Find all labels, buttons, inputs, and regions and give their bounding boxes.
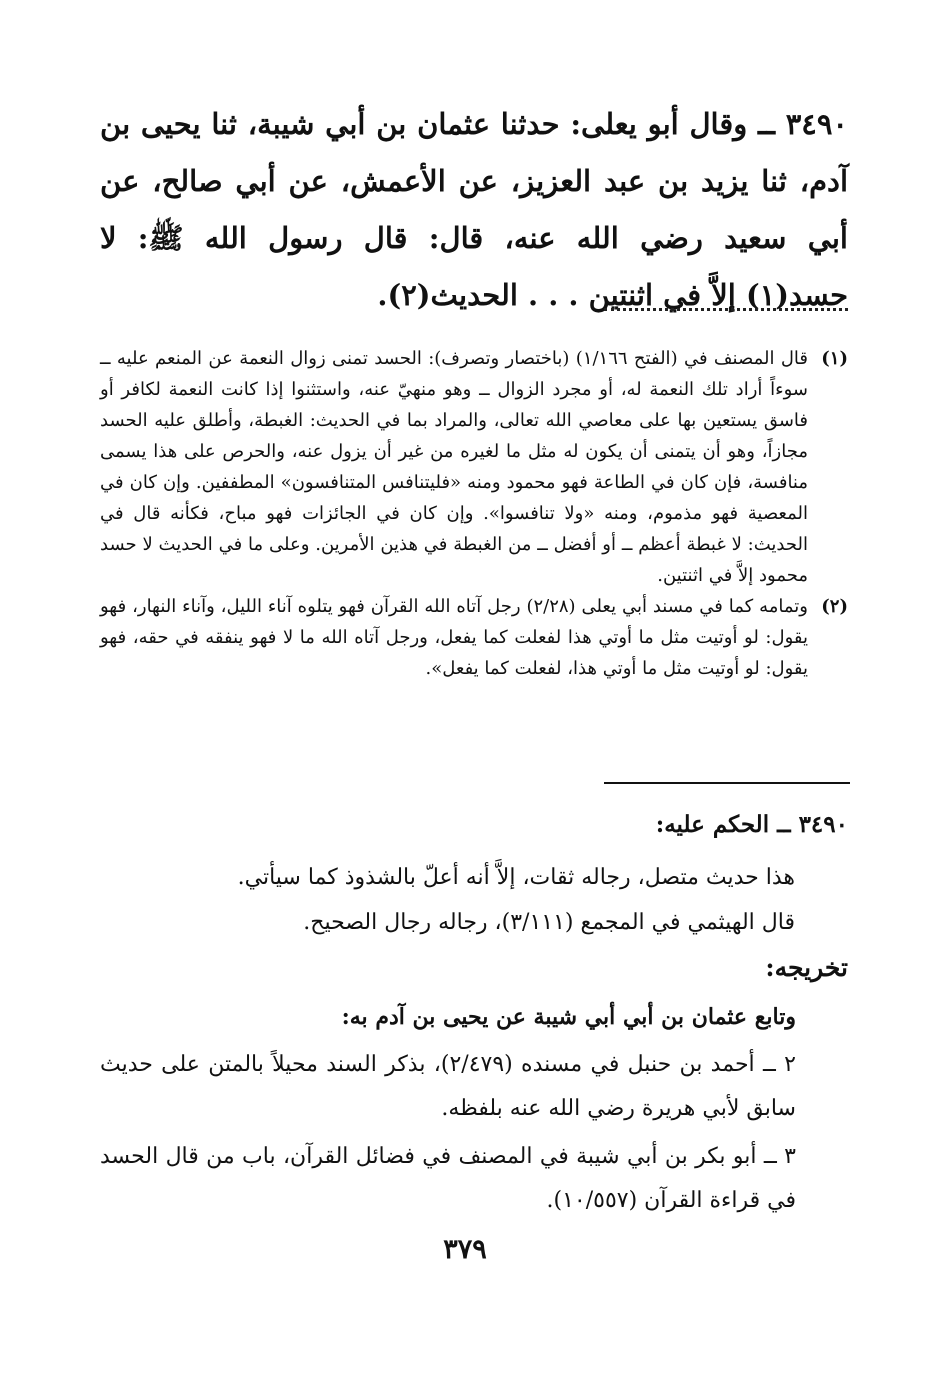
footnotes xyxy=(100,343,848,684)
footnote-text: وتمامه كما في مسند أبي يعلى (٢/٢٨) رجل آتاه الله القرآن فهو يتلوه آناء الليل، وآناء النهار، فهو يقول: لو أوتيت مثل ما أوتي هذا لفعلت كما يفعل، ورجل آتاه الله ما لا فهو ينفقه في حقه، فهو يقول: لو أوتيت مثل ما أوتي هذا، لفعلت كما يفعل». xyxy=(100,596,808,679)
ruling-text xyxy=(100,855,795,945)
takhrij-item-2: ٢ ــ أحمد بن حنبل في مسنده (٢/٤٧٩)، بذكر السند محيلاً بالمتن على حديث سابق لأبي هريرة رضي الله عنه بلفظه. xyxy=(100,1052,796,1121)
footnote-2 xyxy=(100,591,848,684)
main-hadith-text: ٣٤٩٠ ــ وقال أبو يعلى: حدثنا عثمان بن أبي شيبة، ثنا يحيى بن آدم، ثنا يزيد بن عبد العزيز، عن الأعمش، عن أبي صالح، عن أبي سعيد رضي الله عنه، قال: قال رسول الله ﷺ: لا حسد(١) إلاَّ في اثنتين . . . الحديث(٢). xyxy=(100,107,848,312)
footnote-marker: (١) xyxy=(821,348,848,369)
ruling-heading: ٣٤٩٠ ــ الحكم عليه: xyxy=(655,811,848,838)
footnote-text: قال المصنف في (الفتح ١/١٦٦) (باختصار وتصرف): الحسد تمنى زوال النعمة عن المنعم عليه ــ سوءاً أراد تلك النعمة له، أو مجرد الزوال ــ وهو منهيّ عنه، واستثنوا إذا كانت النعمة لكافر أو فاسق يستعين بها على معاصي الله تعالى، والمراد بما في الحديث: الغبطة، وأطلق عليه الحسد مجازاً، وهو أن يتمنى أن يكون له مثل ما لغيره من غير أن يزول عنه، والحرص على هذا يسمى منافسة، فإن كان في الطاعة فهو محمود ومنه «فليتنافس المتنافسون» المطففين. وإن كان في المعصية فهو مذموم، ومنه «ولا تنافسوا». وإن كان في الجائزات فهو مباح، فكأنه قال في الحديث: لا غبطة أعظم ــ أو أفضل ــ من الغبطة في هذين الأمرين. وعلى ما في الحديث لا حسد محمود إلاَّ في اثنتين. xyxy=(100,348,809,586)
ruling-line-2: قال الهيثمي في المجمع (٣/١١١)، رجاله رجال الصحيح. xyxy=(303,910,795,935)
section-separator-line xyxy=(604,782,850,784)
footnote-1 xyxy=(100,343,848,591)
footnote-marker: (٢) xyxy=(821,596,848,617)
takhrij-item-3: ٣ ــ أبو بكر بن أبي شيبة في المصنف في فضائل القرآن، باب من قال الحسد في قراءة القرآن (١٠/٥٥٧). xyxy=(100,1144,796,1213)
ruling-line-1: هذا حديث متصل، رجاله ثقات، إلاَّ أنه أعلّ بالشذوذ كما سيأتي. xyxy=(237,865,795,890)
takhrij-intro: وتابع عثمان بن أبي أبي شيبة عن يحيى بن آدم به: xyxy=(341,1004,796,1030)
footnote-dotted-separator xyxy=(604,308,848,311)
takhrij-text xyxy=(100,995,848,1227)
page-number: ٣٧٩ xyxy=(443,1234,487,1265)
takhrij-heading: تخريجه: xyxy=(765,953,848,982)
